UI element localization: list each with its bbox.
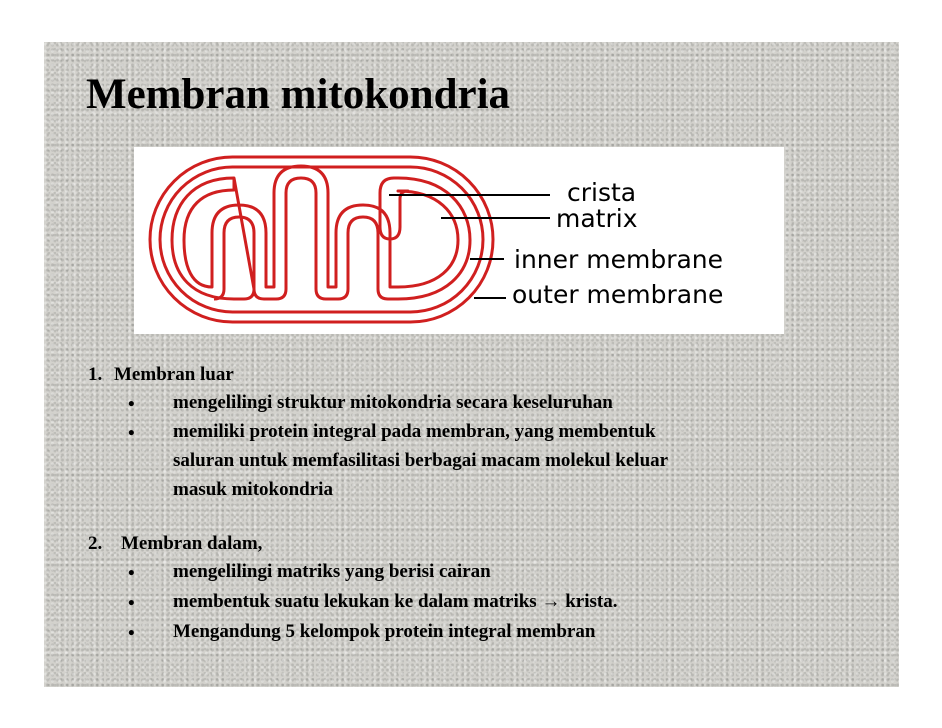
- bullet: •: [128, 394, 135, 415]
- bullet: •: [128, 623, 135, 644]
- item-line: saluran untuk memfasilitasi berbagai macam molekul keluar: [173, 450, 669, 471]
- section-2-heading: Membran dalam,: [121, 533, 263, 554]
- section-1-item-1: [173, 388, 613, 417]
- outer-membrane-inner-outline: [160, 167, 483, 312]
- inner-membrane-folds: [172, 166, 470, 299]
- section-1-item-2: [173, 417, 668, 504]
- item-text-before-arrow: membentuk suatu lekukan ke dalam matriks: [173, 591, 542, 612]
- label-matrix: matrix: [556, 204, 638, 233]
- item-line: mengelilingi matriks yang berisi cairan: [173, 561, 491, 582]
- section-1-number: 1.: [88, 364, 103, 385]
- bullet: •: [128, 593, 135, 614]
- section-2-item-2: [173, 587, 617, 616]
- label-crista: crista: [567, 178, 637, 207]
- section-2-number: 2.: [88, 533, 103, 554]
- section-2-item-3: [173, 617, 595, 646]
- mitochondria-diagram: [134, 147, 784, 334]
- bullet: •: [128, 423, 135, 444]
- item-line: Mengandung 5 kelompok protein integral membran: [173, 621, 596, 642]
- item-text-after-arrow: krista.: [560, 591, 618, 612]
- label-outer-membrane: outer membrane: [512, 280, 724, 309]
- item-line: mengelilingi struktur mitokondria secara keseluruhan: [173, 392, 613, 413]
- section-2-item-1: [173, 557, 491, 586]
- slide-title: Membran mitokondria: [86, 71, 511, 118]
- item-line: masuk mitokondria: [173, 479, 333, 500]
- bullet: •: [128, 563, 135, 584]
- label-inner-membrane: inner membrane: [514, 245, 724, 274]
- right-arrow-icon: →: [541, 591, 561, 612]
- section-1-heading: Membran luar: [114, 364, 234, 385]
- item-line: memiliki protein integral pada membran, yang membentuk: [173, 421, 656, 442]
